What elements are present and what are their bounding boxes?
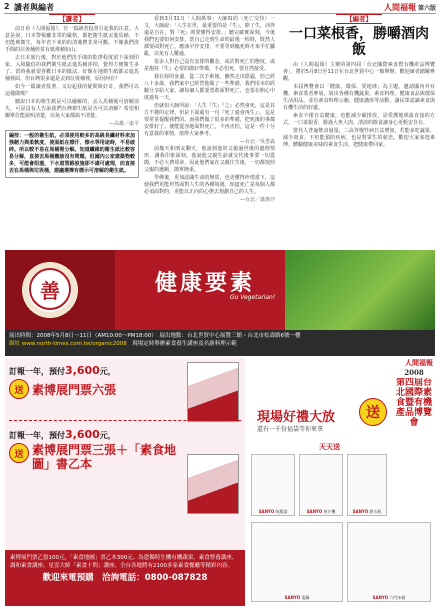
product-name: 電鍋 bbox=[301, 595, 310, 600]
ad-subtitle: Go Vegetarian! bbox=[230, 294, 276, 301]
ad-title: 健康要素 bbox=[155, 270, 256, 296]
brand-logo bbox=[384, 2, 436, 13]
offer-deal-text: 素博展門票三張＋「素食地圖」書乙本 bbox=[32, 443, 177, 471]
editor-paragraph: 由《人間福報》主辦的第四屆「台北國際素食暨有機產品博覽會」，將於5月8日至11日在台北世貿中心一館舉辦，歡迎讀者踴躍參觀。 bbox=[283, 62, 435, 82]
offer-price-label: 訂報一年，預付 bbox=[9, 367, 65, 376]
offer-price-label: 訂報一年，預付 bbox=[9, 431, 65, 440]
product-thermos bbox=[347, 454, 387, 516]
readers-tag-text: 【讀者】 bbox=[49, 14, 95, 24]
expo-logo: 人間福報 bbox=[405, 358, 433, 367]
gift-subtitle: 還有一千份福袋等你來拿 bbox=[257, 426, 324, 433]
ad-footer-text: 素博展門票乙張100元，「素食地圖」書乙本300元。為您獨特生機有機蔬果、素食營養講座、調和素食講座、星雲大師「素食十問」講座、全台各地將有2100多家素食餐廳等精彩內容。 bbox=[10, 555, 238, 569]
product-blender bbox=[299, 454, 343, 516]
readers-paragraph: 聽說日本的衛生紙是可以融解的，丟入馬桶後可溶解消失，可是沒有人告訴我們台灣衛生紙是否可以溶解？希望相關單位能說明清楚，以免大家都搞不清楚。 bbox=[5, 99, 139, 119]
ticket-image bbox=[187, 362, 239, 422]
ad-footer bbox=[5, 550, 245, 606]
editor-column bbox=[283, 16, 435, 150]
editor-headline: 一口菜根香，勝嚼酒肉飯 bbox=[289, 26, 429, 58]
subscription-offers bbox=[5, 358, 245, 606]
offer-price-value: 3,600 bbox=[65, 364, 100, 377]
book-image bbox=[187, 454, 239, 514]
offer-price-unit: 元， bbox=[99, 431, 116, 440]
edition-label: 第六版 bbox=[417, 5, 436, 12]
readers-signature: —高雄／康平 bbox=[108, 121, 139, 127]
readers-paragraph: 前日看《人間福報》，有一篇讀者投書引起我的注意。大意是說，日本警視廳非常的嚴格，都把衛生紙丟進馬桶，不但能夠衛生，每年省下來的的清潔費非常可觀。不像我們洗手間的垃圾桶經常有紙堆積如山。 bbox=[5, 26, 139, 53]
page-number: 2 bbox=[4, 2, 10, 11]
product-label bbox=[349, 595, 429, 600]
middle-paragraph: 看到3月31日「人間萬事」大師寫的〈死亡交待〉一文，大師說：「人生在世，最重要的是『生』，除了生，活得還是自在，對『死』則要懂得安排。」聽完確實深刻，今後我們也要如何安排，當自己走到生命的最後一程時，既然人都要面對死亡，應該早作安排，不要等到臨死時才來手忙腳亂，以免有人難過。 bbox=[144, 16, 275, 57]
vegetable-image bbox=[285, 250, 435, 330]
product-label bbox=[253, 595, 341, 600]
ad-info-url[interactable] bbox=[9, 340, 431, 348]
expo-title bbox=[395, 368, 433, 458]
readers-tag bbox=[5, 16, 139, 23]
offer-price-value: 3,600 bbox=[65, 428, 100, 441]
page-header bbox=[4, 2, 436, 14]
readers-column bbox=[5, 16, 139, 178]
gift-title: 現場好禮大放 bbox=[257, 410, 336, 425]
editor-note-box: 編按：一般的衛生紙，必須使用較多的高級長纖材料來加強韌力與柔軟度，使面紙在擦汗、擦水等用途時，不易破碎。所以較不易在馬桶裡分解。知道纖維的衛生紙比較容易分解，直接丟馬桶應該沒有問題，但國內公家建築物較多，可能會阻塞，下水道管路設施卻不適可處理，而直接丟在馬桶與垃圾桶，建議選擇有標示可溶解的衛生紙。 bbox=[5, 130, 139, 178]
editor-paragraph: 當代人普遍飲食過量，三高等慢性病日益增加，若能多吃蔬果，減少肉食，不但能預防疾病，也是對眾生的慈悲。歡迎大家來逛素博，體驗健康美味的素食生活，把健康帶回家。 bbox=[283, 128, 435, 148]
section-title: 讀者與編者 bbox=[14, 3, 54, 12]
middle-paragraph: 但就如大師所說：「人生『生』『之』必然會死，這是其方不變的定律，但是下面還有一句『死了還會再生』」，這是要常常提醒我們的。而我們做了很多的準備，把死後的事都安排好了，便能從容地面對死亡，不再害怕，這是一件十分有意義的事情，值得大家參考。 bbox=[144, 103, 275, 137]
phone-prefix: 洽詢電話： bbox=[102, 573, 145, 583]
product-name: 果汁機 bbox=[323, 509, 336, 514]
product-brand: SANYO bbox=[372, 595, 389, 600]
product-label bbox=[253, 509, 293, 514]
phone-line[interactable] bbox=[10, 574, 240, 582]
expo-year: 2008 bbox=[404, 368, 424, 377]
middle-paragraph: 很多人對自己沒有安排的觀念，或許對死亡的態度，或是抱持『生』必要的做好準備，不必怕死，要自然接受。 bbox=[144, 59, 275, 72]
editor-tag-text: 【編者】 bbox=[336, 14, 382, 24]
middle-signature: —台北／蕭惠玲 bbox=[239, 197, 275, 203]
editor-paragraph: 本屆博覽會以「健康、環保、愛地球」為主題，邀請國內外有機、素食業者參展，展出各種有機蔬果、素食料理、健康食品與環保生活用品，並有素食料理示範、健康講座等活動，讓民眾認識素食與有機生活的好處。 bbox=[283, 84, 435, 111]
product-brand: SANYO bbox=[352, 509, 369, 514]
middle-signature: —台北／吳勇淼 bbox=[239, 139, 275, 145]
product-vacuum bbox=[251, 454, 295, 516]
product-label bbox=[301, 509, 341, 514]
offer-price-unit: 元， bbox=[99, 367, 116, 376]
product-brand: SANYO bbox=[258, 509, 275, 514]
product-brand: SANYO bbox=[284, 595, 301, 600]
ad-info-line: 現場定時舉辦素食養生講座及名廚料理示範 bbox=[132, 341, 237, 347]
editor-tag bbox=[283, 16, 435, 23]
editor-paragraph: 素食不僅有益健康，也能減少碳排放，是愛護地球最直接的方式。一口菜根香，勝過大魚大肉，清淡的飲食讓身心更輕安自在。 bbox=[283, 113, 435, 126]
middle-paragraph: 學佛後，更加認識生命的無常，也更懂得珍惜當下，這使我們更能坦然面對人生的各種境遇，知道死亡是每個人都必須面對的，更能以正向的心態去規劃自己的人生。 bbox=[144, 175, 275, 195]
phone-label: 歡迎來電預購 bbox=[42, 573, 94, 583]
product-label bbox=[349, 509, 385, 514]
readers-paragraph: 去日本旅行後，對於他們洗手間的乾淨程度留下深刻印象。入境隨俗的我們衛生紙丟進馬桶沖掉，覺得方便衛生多了。當時我就很喜歡日本的做法，好像在地衛生紙都丟進馬桶裡面，但台灣很多還是丟到垃圾桶裡，原因何在？ bbox=[5, 55, 139, 82]
ad-info-bar bbox=[5, 330, 435, 356]
expo-gifts bbox=[247, 358, 435, 606]
product-name: 吸塵器 bbox=[275, 509, 288, 514]
ad-info-line: 展出時間：2008年5月8日～11日（AM10:00～PM18:00） 展出地點：台北世貿中心展覽三館・台北市松壽路6號一樓 bbox=[9, 333, 301, 339]
product-fridge bbox=[347, 522, 431, 602]
gift-badge-icon: 送 bbox=[359, 398, 387, 426]
gift-sticker-icon: 送 bbox=[9, 443, 29, 463]
middle-column bbox=[144, 16, 275, 204]
middle-paragraph: 前幾天和朋友聊天，他說到他的父親過世後的處理情形，讓我印象深刻。他說他父親生前就交代後事要一切從簡，不必大費周章，因此他們家在父親往生後，一切都按照父親的遺願，簡單隆重。 bbox=[144, 146, 275, 173]
ad-url-link[interactable]: 網址 www.north-times.com.tw/organic2008 bbox=[9, 341, 127, 347]
product-name: 六門冰箱 bbox=[389, 595, 406, 600]
daily-gift-label: 天天送 bbox=[319, 443, 340, 451]
brand-name: 人間福報 bbox=[383, 2, 416, 12]
seal-logo: 善 bbox=[29, 268, 71, 310]
product-brand: SANYO bbox=[306, 509, 323, 514]
phone-number[interactable]: 0800-087828 bbox=[144, 573, 208, 583]
product-name: 熱水瓶 bbox=[369, 509, 382, 514]
offer-divider bbox=[9, 420, 241, 421]
ad-banner bbox=[5, 250, 435, 330]
offer-price bbox=[9, 428, 241, 441]
gift-sticker-icon: 送 bbox=[9, 379, 29, 399]
middle-paragraph: 我在妳的身邊，從二次手術後，雖然走出陰霾，但已經八十多歲，我們家中已經替他做了一些準備，我們用本的經驗分享給大家，讓每個人都要勇敢面對死亡，也要在開心中度過每一天。 bbox=[144, 74, 275, 101]
expo-title-text: 第四屆台北國際素食暨有機產品博覽會 bbox=[395, 378, 432, 428]
expo-advertisement bbox=[5, 250, 435, 606]
product-rice-cooker bbox=[251, 522, 343, 602]
offer-deal-text: 素博展門票六張 bbox=[32, 382, 117, 397]
readers-paragraph: 如今一篇讀者投書，又勾起我的疑問與好奇，我們可以這樣做嗎？ bbox=[5, 84, 139, 97]
offer-deal bbox=[9, 443, 179, 471]
